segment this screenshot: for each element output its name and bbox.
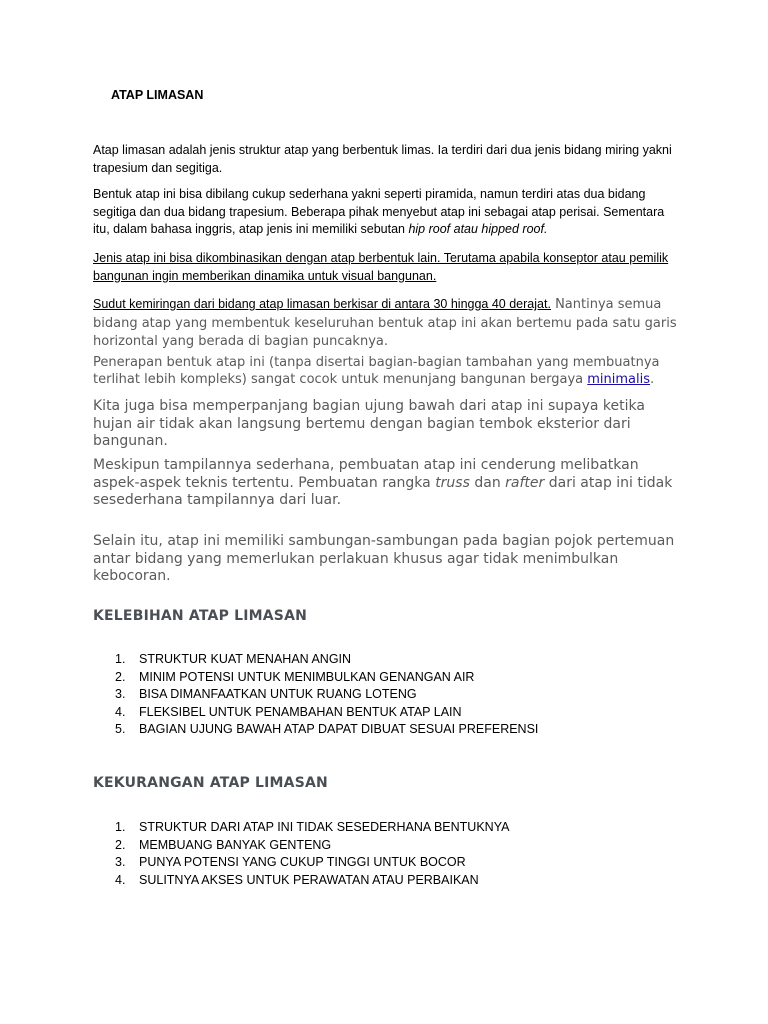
paragraph-combination-text: Jenis atap ini bisa dikombinasikan dengan atap berbentuk lain. Terutama apabila konseptor atau pemilik bangunan ingin memberikan dinamika untuk visual bangunan. xyxy=(93,251,669,283)
paragraph-shape xyxy=(93,186,683,239)
list-item xyxy=(93,704,538,722)
kelebihan-list xyxy=(93,651,538,739)
paragraph-slope xyxy=(93,295,683,350)
paragraph-technical-c: dari atap ini tidak sesederhana tampilannya dari luar. xyxy=(93,474,673,508)
list-item xyxy=(93,872,509,890)
paragraph-technical-a: Meskipun tampilannya sederhana, pembuatan atap ini cenderung melibatkan aspek-aspek teknis tertentu. Pembuatan rangka xyxy=(93,457,639,491)
paragraph-slope-rest: Nantinya semua bidang atap yang membentuk keseluruhan bentuk atap ini akan bertemu pada satu garis horizontal yang berada di bagian puncaknya. xyxy=(93,297,677,349)
list-item-text: BAGIAN UJUNG BAWAH ATAP DAPAT DIBUAT SESUAI PREFERENSI xyxy=(139,722,539,737)
list-item-number: 3. xyxy=(115,855,126,870)
paragraph-slope-underlined: Sudut kemiringan dari bidang atap limasan berkisar di antara 30 hingga 40 derajat. xyxy=(93,297,551,311)
list-item-number: 1. xyxy=(115,652,126,666)
list-item xyxy=(93,651,538,669)
list-item-text: MEMBUANG BANYAK GENTENG xyxy=(139,837,332,852)
list-item-number: 1. xyxy=(115,820,126,834)
kekurangan-list xyxy=(93,819,509,889)
kelebihan-heading: KELEBIHAN ATAP LIMASAN xyxy=(93,608,308,624)
minimalis-link[interactable]: minimalis xyxy=(587,372,651,387)
paragraph-joints xyxy=(93,533,683,586)
paragraph-minimalist-end: . xyxy=(650,372,655,387)
list-item-text: FLEKSIBEL UNTUK PENAMBAHAN BENTUK ATAP LAIN xyxy=(139,704,462,719)
kekurangan-heading: KEKURANGAN ATAP LIMASAN xyxy=(93,775,328,791)
paragraph-technical-rafter: rafter xyxy=(505,474,545,491)
paragraph-combination xyxy=(93,250,683,285)
list-item-number: 2. xyxy=(115,669,126,684)
list-item xyxy=(93,669,538,687)
list-item-text: STRUKTUR KUAT MENAHAN ANGIN xyxy=(139,652,352,666)
paragraph-extension-text: Kita juga bisa memperpanjang bagian ujung bawah dari atap ini supaya ketika hujan air tidak akan langsung bertemu dengan bagian tembok eksterior dari bangunan. xyxy=(93,398,645,449)
document-title: ATAP LIMASAN xyxy=(111,88,204,102)
list-item xyxy=(93,819,509,837)
paragraph-technical xyxy=(93,457,683,510)
paragraph-definition xyxy=(93,142,683,177)
paragraph-definition-text: Atap limasan adalah jenis struktur atap yang berbentuk limas. Ia terdiri dari dua jenis bidang miring yakni trapesium dan segitiga. xyxy=(93,143,672,175)
list-item-number: 2. xyxy=(115,837,126,852)
list-item-text: BISA DIMANFAATKAN UNTUK RUANG LOTENG xyxy=(139,687,417,702)
paragraph-shape-italic: hip roof atau hipped roof. xyxy=(408,222,548,236)
paragraph-minimalist xyxy=(93,354,683,388)
paragraph-minimalist-text: Penerapan bentuk atap ini (tanpa disertai bagian-bagian tambahan yang membuatnya terlihat lebih kompleks) sangat cocok untuk menunjang bangunan bergaya xyxy=(93,355,660,387)
list-item xyxy=(93,721,538,739)
paragraph-shape-text: Bentuk atap ini bisa dibilang cukup sederhana yakni seperti piramida, namun terdiri atas dua bidang segitiga dan dua bidang trapesium. Beberapa pihak menyebut atap ini sebagai atap perisai. Sementara itu, dalam bahasa inggris, atap jenis ini memiliki sebutan xyxy=(93,187,665,236)
list-item-text: SULITNYA AKSES UNTUK PERAWATAN ATAU PERBAIKAN xyxy=(139,872,479,887)
list-item-text: MINIM POTENSI UNTUK MENIMBULKAN GENANGAN AIR xyxy=(139,669,475,684)
list-item-number: 3. xyxy=(115,687,126,702)
paragraph-technical-truss: truss xyxy=(435,474,470,491)
paragraph-joints-text: Selain itu, atap ini memiliki sambungan-sambungan pada bagian pojok pertemuan antar bidang yang memerlukan perlakuan khusus agar tidak menimbulkan kebocoran. xyxy=(93,533,675,584)
list-item xyxy=(93,686,538,704)
paragraph-technical-b: dan xyxy=(469,474,506,491)
list-item-number: 4. xyxy=(115,704,126,719)
list-item-text: PUNYA POTENSI YANG CUKUP TINGGI UNTUK BOCOR xyxy=(139,855,466,870)
list-item xyxy=(93,854,509,872)
list-item-text: STRUKTUR DARI ATAP INI TIDAK SESEDERHANA BENTUKNYA xyxy=(139,820,510,834)
paragraph-extension xyxy=(93,398,683,451)
list-item-number: 4. xyxy=(115,872,126,887)
list-item-number: 5. xyxy=(115,722,126,737)
list-item xyxy=(93,837,509,855)
